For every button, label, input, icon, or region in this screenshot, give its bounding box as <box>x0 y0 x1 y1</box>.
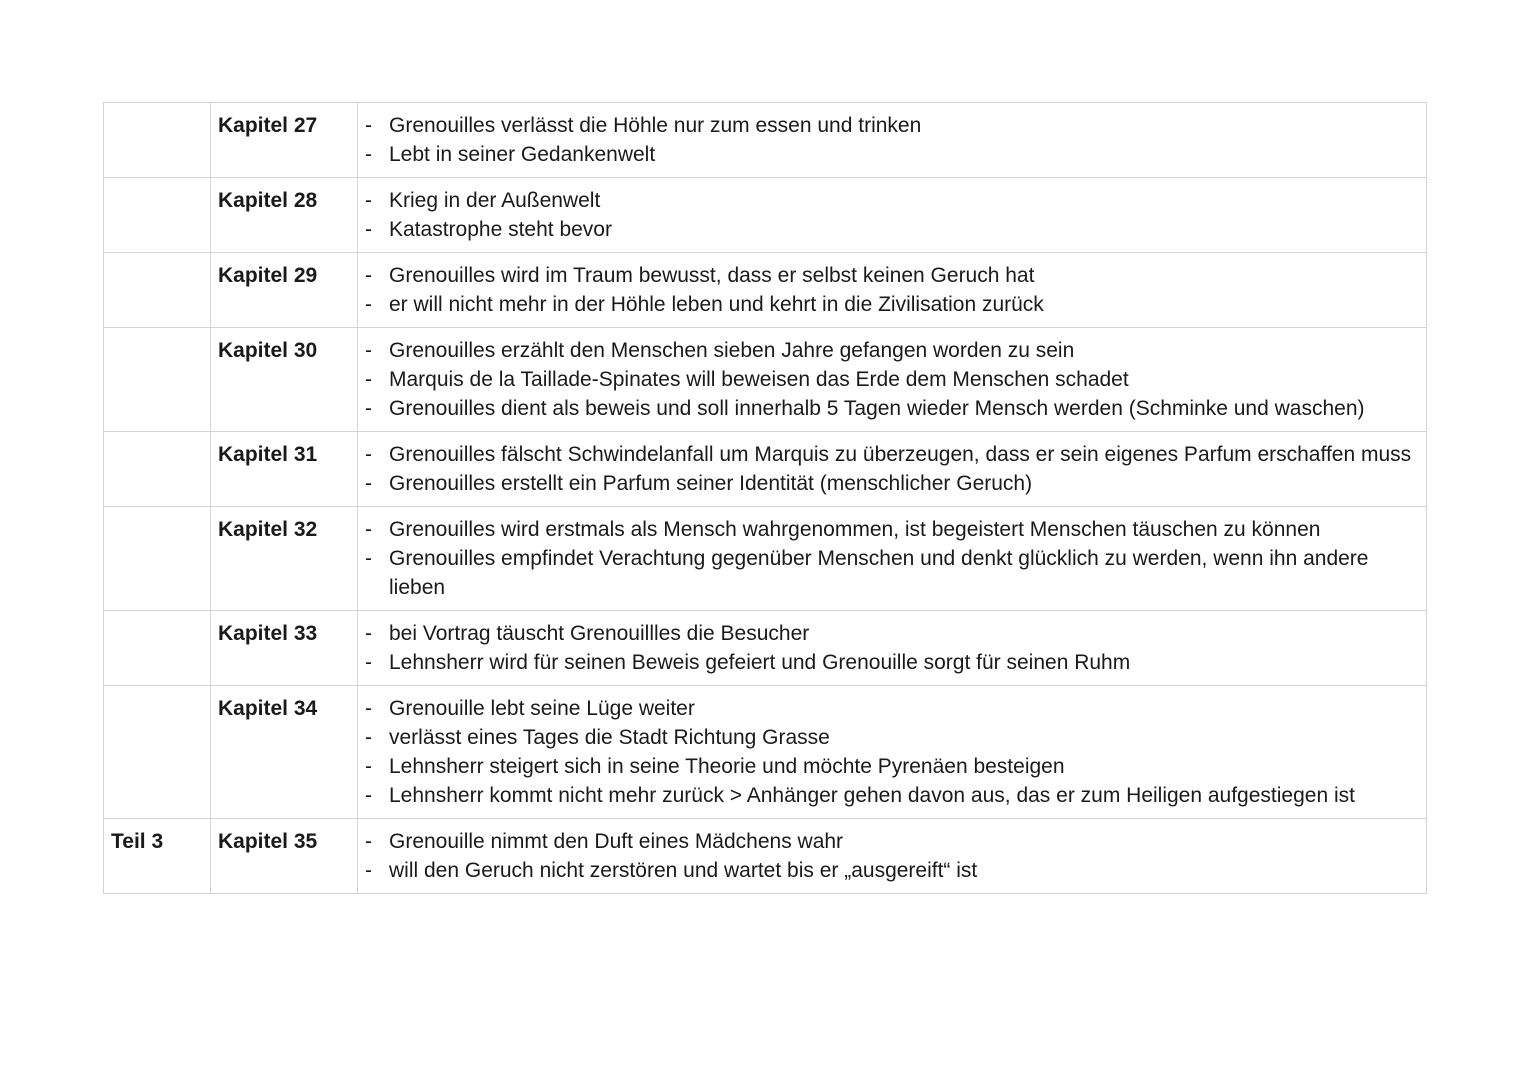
list-item: - Katastrophe steht bevor <box>358 215 1414 244</box>
chapter-cell <box>211 432 358 507</box>
part-cell <box>104 253 211 328</box>
list-item: - Grenouilles wird im Traum bewusst, dass er selbst keinen Geruch hat <box>358 261 1414 290</box>
list-item: - Lehnsherr wird für seinen Beweis gefeiert und Grenouille sorgt für seinen Ruhm <box>358 648 1414 677</box>
table-row <box>104 611 1427 686</box>
notes-cell <box>358 686 1427 819</box>
list-item: - Grenouilles fälscht Schwindelanfall um Marquis zu überzeugen, dass er sein eigenes Parfum erschaffen muss <box>358 440 1414 469</box>
part-cell <box>104 178 211 253</box>
part-label <box>104 611 210 619</box>
part-cell <box>104 328 211 432</box>
chapter-label: Kapitel 31 <box>218 443 318 466</box>
part-label <box>104 253 210 261</box>
list-item: - Lehnsherr steigert sich in seine Theorie und möchte Pyrenäen besteigen <box>358 752 1414 781</box>
table-row <box>104 686 1427 819</box>
chapter-cell <box>211 611 358 686</box>
table-row <box>104 328 1427 432</box>
chapter-label: Kapitel 32 <box>218 518 318 541</box>
notes-list <box>358 253 1426 327</box>
list-item: - will den Geruch nicht zerstören und wartet bis er „ausgereift“ ist <box>358 856 1414 885</box>
part-cell <box>104 819 211 894</box>
chapter-cell <box>211 507 358 611</box>
document-page <box>103 102 1426 894</box>
part-cell <box>104 686 211 819</box>
notes-cell <box>358 819 1427 894</box>
part-label <box>104 328 210 336</box>
part-cell <box>104 611 211 686</box>
notes-list <box>358 819 1426 893</box>
list-item: - Lehnsherr kommt nicht mehr zurück > Anhänger gehen davon aus, das er zum Heiligen aufgestiegen ist <box>358 781 1414 810</box>
notes-cell <box>358 253 1427 328</box>
chapter-label: Kapitel 33 <box>218 622 318 645</box>
list-item: - Grenouilles empfindet Verachtung gegenüber Menschen und denkt glücklich zu werden, wenn ihn andere lieben <box>358 544 1414 602</box>
part-label <box>104 432 210 440</box>
list-item: - Grenouilles verlässt die Höhle nur zum essen und trinken <box>358 111 1414 140</box>
table-row <box>104 507 1427 611</box>
notes-list <box>358 328 1426 431</box>
list-item: - Grenouille nimmt den Duft eines Mädchens wahr <box>358 827 1414 856</box>
list-item: - Marquis de la Taillade-Spinates will beweisen das Erde dem Menschen schadet <box>358 365 1414 394</box>
table-row <box>104 819 1427 894</box>
chapter-cell <box>211 103 358 178</box>
notes-cell <box>358 507 1427 611</box>
table-row <box>104 432 1427 507</box>
chapter-cell <box>211 686 358 819</box>
table-row <box>104 253 1427 328</box>
part-cell <box>104 507 211 611</box>
part-cell <box>104 103 211 178</box>
notes-cell <box>358 178 1427 253</box>
notes-list <box>358 103 1426 177</box>
notes-list <box>358 432 1426 506</box>
list-item: - Grenouilles erzählt den Menschen sieben Jahre gefangen worden zu sein <box>358 336 1414 365</box>
table-row <box>104 178 1427 253</box>
list-item: - Grenouilles erstellt ein Parfum seiner Identität (menschlicher Geruch) <box>358 469 1414 498</box>
chapter-label: Kapitel 34 <box>218 697 318 720</box>
part-label: Teil 3 <box>111 830 164 853</box>
notes-cell <box>358 611 1427 686</box>
notes-list <box>358 686 1426 818</box>
chapter-summary-table <box>103 102 1427 894</box>
list-item: - verlässt eines Tages die Stadt Richtung Grasse <box>358 723 1414 752</box>
chapter-cell <box>211 819 358 894</box>
notes-list <box>358 507 1426 610</box>
chapter-label: Kapitel 27 <box>218 114 318 137</box>
table-row <box>104 103 1427 178</box>
chapter-label: Kapitel 35 <box>218 830 318 853</box>
list-item: - Grenouilles dient als beweis und soll innerhalb 5 Tagen wieder Mensch werden (Schminke und waschen) <box>358 394 1414 423</box>
notes-cell <box>358 103 1427 178</box>
part-label <box>104 103 210 111</box>
chapter-cell <box>211 328 358 432</box>
part-cell <box>104 432 211 507</box>
list-item: - Grenouilles wird erstmals als Mensch wahrgenommen, ist begeistert Menschen täuschen zu können <box>358 515 1414 544</box>
notes-cell <box>358 328 1427 432</box>
list-item: - bei Vortrag täuscht Grenouillles die Besucher <box>358 619 1414 648</box>
notes-list <box>358 611 1426 685</box>
part-label <box>104 686 210 694</box>
list-item: - Krieg in der Außenwelt <box>358 186 1414 215</box>
chapter-label: Kapitel 30 <box>218 339 318 362</box>
list-item: - Lebt in seiner Gedankenwelt <box>358 140 1414 169</box>
part-label <box>104 178 210 186</box>
chapter-label: Kapitel 28 <box>218 189 318 212</box>
notes-cell <box>358 432 1427 507</box>
chapter-label: Kapitel 29 <box>218 264 318 287</box>
list-item: - Grenouille lebt seine Lüge weiter <box>358 694 1414 723</box>
list-item: - er will nicht mehr in der Höhle leben und kehrt in die Zivilisation zurück <box>358 290 1414 319</box>
chapter-cell <box>211 253 358 328</box>
chapter-cell <box>211 178 358 253</box>
part-label <box>104 507 210 515</box>
notes-list <box>358 178 1426 252</box>
